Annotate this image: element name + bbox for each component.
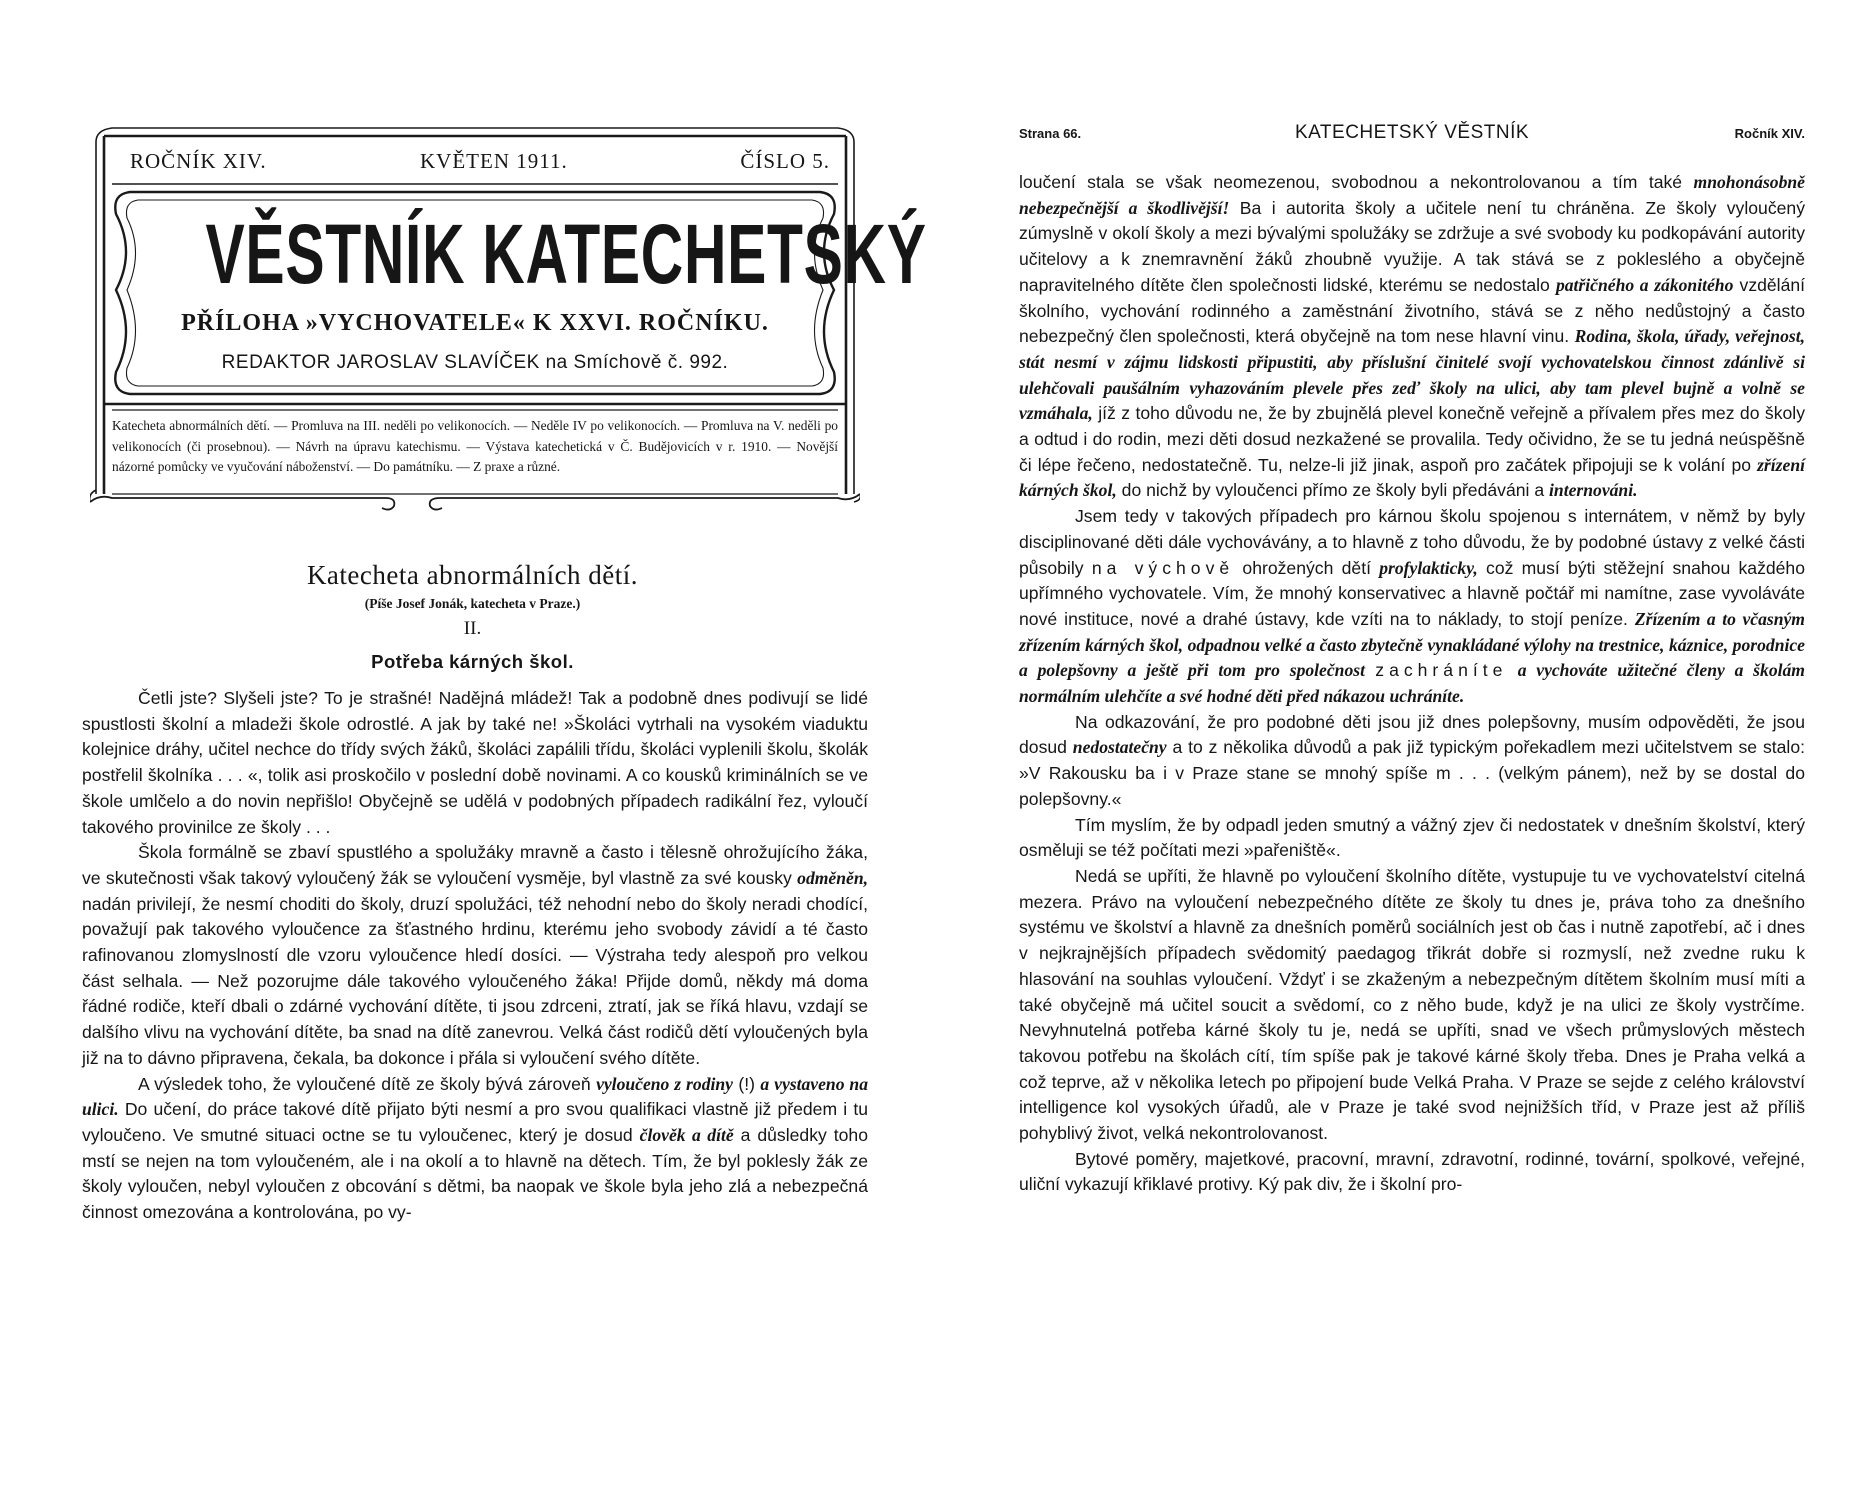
paragraph	[82, 1072, 868, 1226]
paragraph: Bytové poměry, majetkové, pracovní, mravní, zdravotní, rodinné, tovární, spolkové, veřejné, uliční vykazují křiklavé protivy. Ký pak div, že i školní pro-	[1019, 1148, 1805, 1195]
emphasis: a vystaveno na ulici.	[82, 1073, 868, 1120]
article-title: Katecheta abnormálních dětí.	[306, 560, 639, 590]
editor-line: REDAKTOR JAROSLAV SLAVÍČEK na Smíchově č. 992.	[221, 352, 729, 373]
emphasis: Rodina, škola, úřady, veřejnost, stát nesmí v zájmu lidskosti připustiti, aby příslušní činitelé svojí vychovatelskou činnost zdánlivě si ulehčovali paušálním vyhazováním plevele přes zeď školy na ulici, aby tam plevel bujně a volně se vzmáhala,	[1019, 326, 1806, 424]
emphasis: a vychováte užitečné členy a školám normálním ulehčíte a své hodné děti před nákazou uchráníte.	[1019, 660, 1805, 707]
page-number: Strana 66.	[1019, 126, 1082, 141]
text-run: loučení stala se však neomezenou, svobodnou a nekontrolovanou a tím také	[1019, 172, 1683, 192]
section-heading: Potřeba kárných škol.	[371, 651, 574, 672]
article-byline: (Píše Josef Jonák, katecheta v Praze.)	[364, 596, 581, 611]
emphasis: zřízení kárných škol,	[1019, 454, 1805, 501]
text-run: ohrožených dětí	[1242, 557, 1371, 578]
paragraph	[1019, 710, 1805, 813]
emphasis: profylakticky,	[1379, 557, 1478, 578]
issue-date: KVĚTEN 1911.	[420, 149, 568, 173]
spaced-text: zachráníte	[1375, 660, 1508, 681]
text-run: A výsledek toho, že vyloučené dítě ze školy bývá zároveň	[138, 1073, 591, 1094]
volume-label: Ročník XIV.	[1734, 126, 1805, 141]
text-run: Ba i autorita školy a učitele není tu chráněna. Ze školy vyloučený zúmyslně v okolí školy a mezi bývalými spolužáky se zdržuje a své svobody ku podkopávání autority učitelovy a k znemravnění žáků zhoubně využije. A tak stává se z pokleslého a obyčejně napravitelného dítěte člen společnosti lidské, kterému se nedostalo	[1019, 197, 1805, 295]
paragraph	[1019, 170, 1805, 504]
text-run: což musí býti stěžejní snahou každého upřímného vychovatele. Vím, že mnohý konservativec a hlavně počtář mi namítne, zase vyvoláváte nové instituce, nové a drahé ústavy, kde vzíti na to náklady, to stojí peníze.	[1019, 557, 1806, 629]
right-page	[937, 0, 1874, 1500]
text-run: a to z několika důvodů a pak již typickým pořekadlem mezi učitelstvem se stalo: »V Rakousku ba i v Praze stane se mnohý spíše m . . . (velkým pánem), než by se dostal do polepšovny.«	[1019, 737, 1806, 809]
paragraph: Četli jste? Slyšeli jste? To je strašné! Nadějná mládež! Tak a podobně dnes podivují se lidé spustlosti školní a mladeži škole odrostlé. A jak by také ne! »Školáci vytrhali na vysokém viaduktu kolejnice dráhy, učitel nechce do třídy svých žáků, školáci zapálili třídu, školáci vyplenili školu, školák postřelil školníka . . . «, tolik asi proskočilo v poslední době novinami. A co kousků kriminálních se ve škole umlčelo a do novin nepřišlo! Obyčejně se udělá v podobných případech radikální řez, vyloučí takového provinilce ze školy . . .	[82, 688, 868, 837]
masthead-issue-line	[130, 149, 830, 179]
text-run: Jsem tedy v takových případech pro kárnou školu spojenou s internátem, v němž by byly disciplinované děti dále vychovávány, a to hlavně z toho důvodu, že by podobné ústavy z velké části působily	[1019, 506, 1805, 578]
text-run: Škola formálně se zbaví spustlého a spolužáky mravně a často i tělesně ohrožujícího žáka, ve skutečnosti však takový vyloučený žák se vyloučení vysměje, byl vlastně za své kousky	[82, 842, 868, 888]
spaced-text: na výchově	[1091, 557, 1235, 578]
emphasis: odměněn,	[797, 867, 869, 888]
running-title: KATECHETSKÝ VĚSTNÍK	[1294, 122, 1530, 143]
paragraph	[82, 840, 868, 1071]
emphasis: mnohonásobně nebezpečnější a škodlivější!	[1019, 172, 1805, 218]
issue-number: ČÍSLO 5.	[740, 149, 830, 173]
paragraph: Tím myslím, že by odpadl jeden smutný a vážný zjev či nedostatek v dnešním školství, který osměluji se též počítati mezi »pařeniště«.	[1019, 814, 1805, 861]
paragraph	[1019, 504, 1805, 710]
text-run: (!)	[738, 1073, 755, 1094]
text-run: jíž z toho důvodu ne, že by zbujnělá plevel konečně veřejně a přívalem přes mez do školy a odtud i do rodin, mezi děti dosud nezkažené se provalila. Tedy očividno, že se tu jedná neúspěšně či lépe řečeno, nedostatečně. Tu, nelze-li již jinak, aspoň pro začátek připojuji se k volání po	[1019, 403, 1805, 475]
masthead	[90, 122, 927, 522]
text-run: Do učení, do práce takové dítě přijato býti nesmí a pro svou qualifikaci vlastně již předem i tu vyloučeno. Ve smutné situaci octne se tu vyloučenec, který je dosud	[82, 1099, 868, 1145]
emphasis: patřičného a zákonitého	[1555, 274, 1734, 295]
right-article-body	[1019, 170, 1805, 1198]
journal-title: VĚSTNÍK KATECHETSKÝ	[205, 207, 927, 301]
volume-label: ROČNÍK XIV.	[130, 149, 267, 173]
left-article-body	[82, 686, 868, 1226]
text-run: a důsledky toho mstí se nejen na tom vyloučeném, ale i na okolí a to hlavně na dětech. Tím, že byl poklesly žák ze školy vyloučen, nebyl vyloučen z obcování s dětmi, ba naopak ve škole byla jeho zlá a nebezpečná činnost omezována a kontrolována, po vy-	[82, 1124, 868, 1223]
running-header	[1019, 122, 1805, 148]
table-of-contents: Katecheta abnormálních dětí. — Promluva na III. neděli po velikonocích. — Neděle IV po velikonocích. — Promluva na V. neděli po velikonocích (či prosebnou). — Návrh na úpravu katechismu. — Výstava katechetická v Č. Budějovicích v r. 1910. — Novější názorné pomůcky ve vyučování náboženství. — Do památníku. — Z praxe a různé.	[112, 418, 838, 474]
text-run: vzdělání školního, vychování rodinného a zaměstnání životního, stává se z něho nedůstojný a často nebezpečný člen společnosti, která obyčejně na tom nese hlavní vinu.	[1019, 274, 1806, 347]
journal-subtitle: PŘÍLOHA »VYCHOVATELE« K XXVI. ROČNÍKU.	[181, 310, 769, 336]
paragraph: Nedá se upříti, že hlavně po vyloučení školního dítěte, vystupuje tu ve vychovatelství citelná mezera. Právo na vyloučení nebezpečného dítěte ze školy tu dnes je, práva toho za dnešního systému ve školství a hlavně za dnešních poměrů sociálních jest ob čas i nutně zapotřebí, ač i dnes v nejkrajnějších případech svědomitý paedagog třikrát dobře si rozmyslí, než zvedne ruku k hlasování na souhlas vyloučení. Vždyť i se zkaženým a nebezpečným dítětem školním musí míti a také obyčejně má učitel soucit a svědomí, co z něho bude, když je na ulici ze školy vystrčíme. Nevyhnutelná potřeba kárné školy tu je, nedá se upříti, snad ve všech průmyslových městech takovou potřebu na školách cítí, tím spíše pak je takové kárné školy třeba. Dnes je Praha velká a což teprve, až v několika letech po připojení bude Velká Praha. V Praze se sejde z celého království intelligence kol vysokých úřadů, ale v Praze je také svod nejnižších tříd, v Praze jest až příliš pohyblivý život, velká nekontrolovanost.	[1019, 865, 1805, 1144]
emphasis: člověk a dítě	[639, 1124, 734, 1145]
emphasis: vyloučeno z rodiny	[596, 1073, 733, 1094]
text-run: Na odkazování, že pro podobné děti jsou již dnes polepšovny, musím odpověděti, že jsou dosud	[1019, 711, 1805, 758]
emphasis: nedostatečny	[1072, 737, 1167, 758]
article-part-number: II.	[463, 618, 482, 639]
emphasis: Zřízením a to včasným zřízením kárných škol, odpadnou velké a často zbytečně vynakládané výlohy na trestnice, káznice, porodnice a polepšovny a ještě při tom pro společnost	[1019, 608, 1805, 681]
emphasis: internováni.	[1549, 480, 1638, 501]
text-run: nadán privilejí, že nesmí choditi do školy, druzí spolužáci, též nehodní nebo do školy neradi chodící, považují pak takového vyloučence za šťastného hrdinu, kterému jeho svobody závidí a té často rafinovanou zlomyslností dle vzoru vyloučence hledí dosíci. — Výstraha tedy alespoň pro velkou část selhala. — Než pozorujme dále takového vyloučeného žáka! Přijde domů, někdy má doma řádné rodiče, kteří dbali o zdárné vychování dítěte, ti jsou zdrceni, ztratí, jak se říká hlavu, vzdají se dalšího vlivu na vychování dítěte, ba snad na dítě zanevrou. Velká část rodičů dětí vyloučených byla již na to dávno připravena, čekala, ba dokonce i přála si vyloučení svého dítěte.	[82, 893, 868, 1068]
text-run: do nichž by vyloučenci přímo ze školy byli předáváni a	[1121, 480, 1545, 501]
